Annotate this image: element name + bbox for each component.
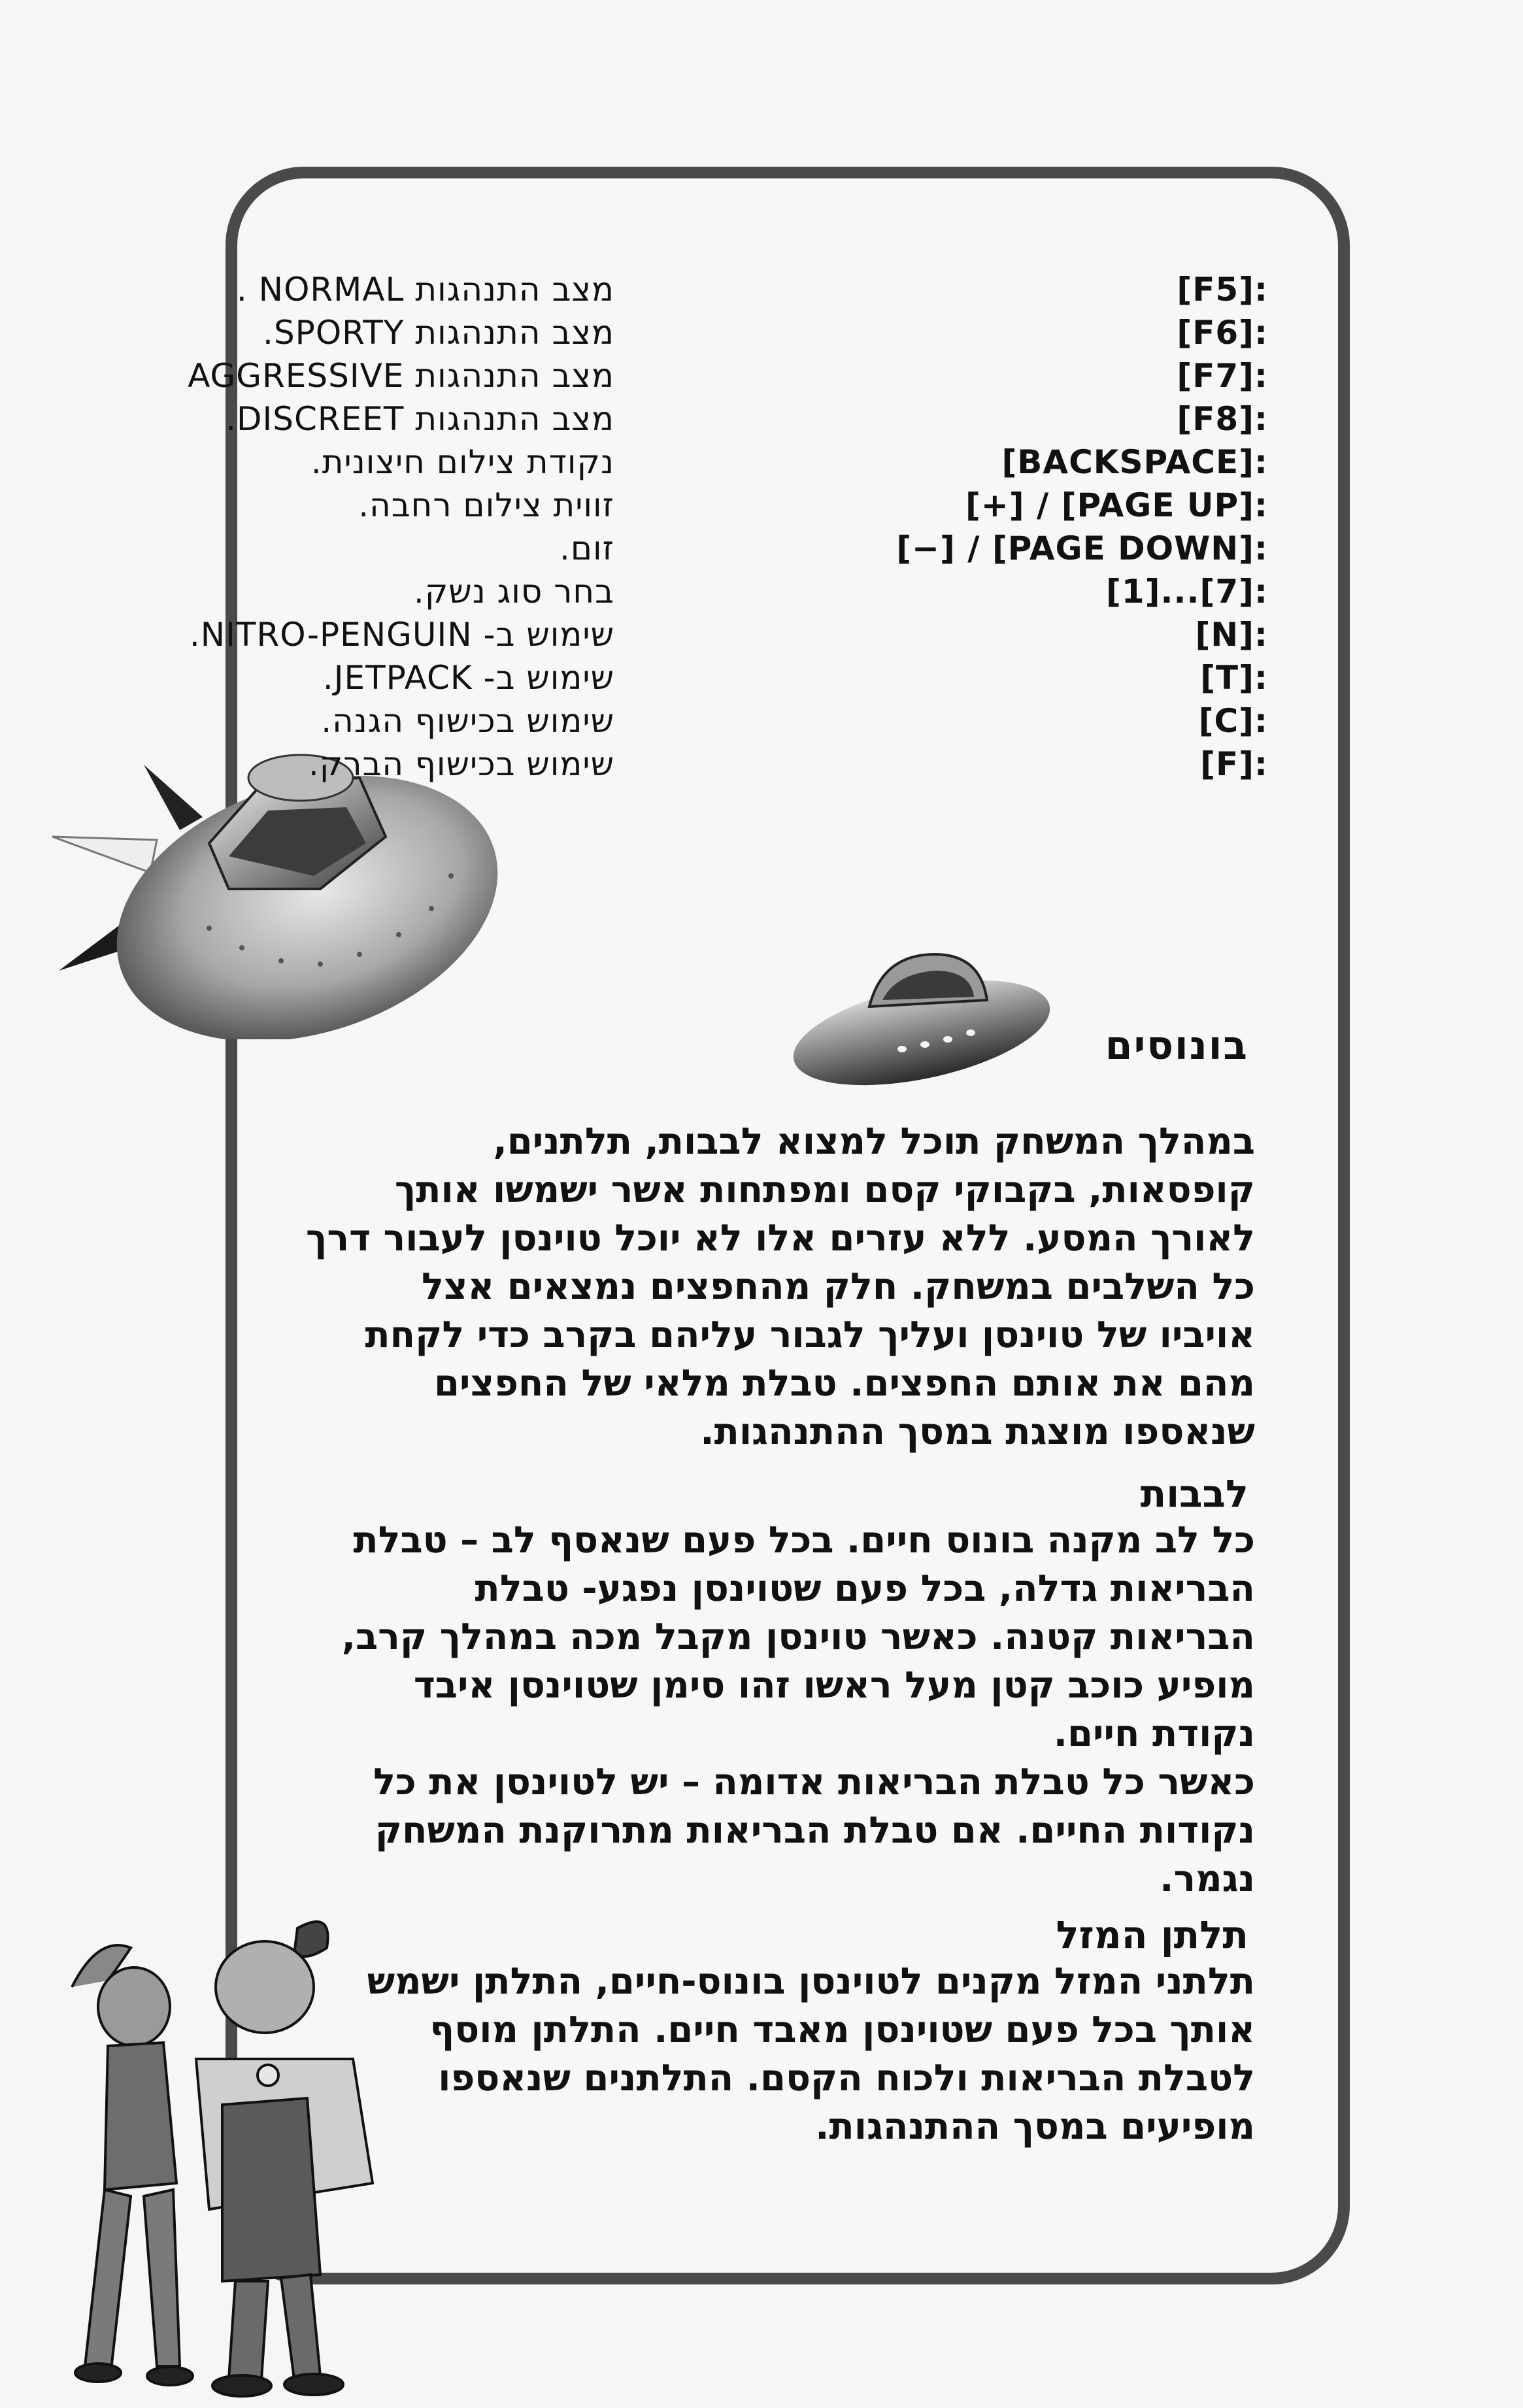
hearts-paragraph xyxy=(330,1516,1255,1903)
bonus-text-line: כל השלבים במשחק. חלק מהחפצים נמצאים אצל xyxy=(422,1265,1255,1308)
bonus-text-line: קופסאות, בקבוקי קסם ומפתחות אשר ישמשו אותך xyxy=(394,1169,1255,1211)
control-row xyxy=(263,311,1268,354)
control-key: [F5]: xyxy=(1177,271,1268,309)
control-key: [1]...[7]: xyxy=(1106,573,1268,610)
control-key: [BACKSPACE]: xyxy=(1001,443,1268,481)
hearts-heading: לבבות xyxy=(1140,1471,1248,1516)
control-action: זום. xyxy=(559,529,614,567)
hearts-text-line: כל לב מקנה בונוס חיים. בכל פעם שנאסף לב – טבלת xyxy=(353,1519,1255,1562)
control-action: מצב התנהגות NORMAL . xyxy=(236,271,614,309)
control-action: שימוש בכישוף הברק. xyxy=(308,745,614,783)
control-key: [N]: xyxy=(1195,616,1268,654)
bonus-text-line: מהם את אותם החפצים. טבלת מלאי של החפצים xyxy=(434,1362,1255,1405)
control-key: [F6]: xyxy=(1177,314,1268,352)
small-flying-saucer-illustration xyxy=(784,928,1059,1105)
control-action: נקודת צילום חיצונית. xyxy=(310,443,614,481)
hearts-text-line: נגמר. xyxy=(1160,1858,1255,1900)
control-row xyxy=(322,656,1268,699)
clover-text-line: מופיעים במסך ההתנהגות. xyxy=(815,2105,1255,2148)
control-key: [F7]: xyxy=(1177,357,1268,395)
bonus-text-line: אויביו של טוינסן ועליך לגבור עליהם בקרב כדי לקחת xyxy=(365,1314,1255,1356)
clover-text-line: תלתני המזל מקנים לטוינסן בונוס-חיים, התלתן ישמש xyxy=(367,1960,1255,2003)
bonus-paragraph xyxy=(306,1118,1255,1456)
control-action: זווית צילום רחבה. xyxy=(358,486,614,524)
bonus-text-line: שנאספו מוצגת במסך ההתנהגות. xyxy=(700,1411,1255,1453)
hearts-text-line: הבריאות גדלה, בכל פעם שטוינסן נפגע- טבלת xyxy=(475,1567,1255,1610)
clover-paragraph xyxy=(330,1958,1255,2151)
bonus-text-line: במהלך המשחק תוכל למצוא לבבות, תלתנים, xyxy=(493,1120,1255,1163)
hearts-text-line: מופיע כוכב קטן מעל ראשו זהו סימן שטוינסן איבד xyxy=(413,1664,1255,1707)
hearts-text-line: נקודות החיים. אם טבלת הבריאות מתרוקנת המשחק xyxy=(375,1809,1255,1852)
control-row xyxy=(310,441,1268,484)
control-action: שימוש בכישוף הגנה. xyxy=(321,702,614,740)
clover-text-line: לטבלת הבריאות ולכוח הקסם. התלתנים שנאספו xyxy=(438,2057,1255,2099)
bonus-heading: בונוסים xyxy=(1105,1023,1248,1069)
control-row xyxy=(189,613,1268,656)
control-key: [−] / [PAGE DOWN]: xyxy=(896,529,1268,567)
control-action: בחר סוג נשק. xyxy=(413,573,614,610)
hearts-text-line: נקודת חיים. xyxy=(1053,1713,1255,1755)
control-action: מצב התנהגות SPORTY. xyxy=(263,314,614,352)
control-row xyxy=(358,484,1268,527)
hearts-text-line: כאשר כל טבלת הבריאות אדומה – יש לטוינסן את כל xyxy=(373,1761,1255,1803)
control-action: שימוש ב- NITRO-PENGUIN. xyxy=(189,616,614,654)
control-key: [C]: xyxy=(1198,702,1268,740)
control-row xyxy=(366,570,1268,613)
control-action: מצב התנהגות AGGRESSIVE xyxy=(188,357,614,395)
hearts-text-line: הבריאות קטנה. כאשר טוינסן מקבל מכה במהלך קרב, xyxy=(341,1616,1255,1658)
control-key: [F8]: xyxy=(1177,400,1268,438)
control-key: [+] / [PAGE UP]: xyxy=(965,486,1268,524)
control-row xyxy=(308,743,1268,786)
control-key: [T]: xyxy=(1200,659,1268,697)
control-row xyxy=(226,397,1268,441)
control-row xyxy=(321,699,1268,743)
control-row xyxy=(188,354,1268,397)
clover-heading: תלתן המזל xyxy=(1056,1913,1248,1957)
control-row xyxy=(236,268,1268,311)
bonus-text-line: לאורך המסע. ללא עזרים אלו לא יוכל טוינסן לעבור דרך xyxy=(306,1217,1255,1260)
control-action: מצב התנהגות DISCREET. xyxy=(226,400,614,438)
control-key: [F]: xyxy=(1200,745,1268,783)
control-action: שימוש ב- JETPACK. xyxy=(322,659,614,697)
control-row xyxy=(366,527,1268,570)
clover-text-line: אותך בכל פעם שטוינסן מאבד חיים. התלתן מוסף xyxy=(429,2009,1255,2051)
